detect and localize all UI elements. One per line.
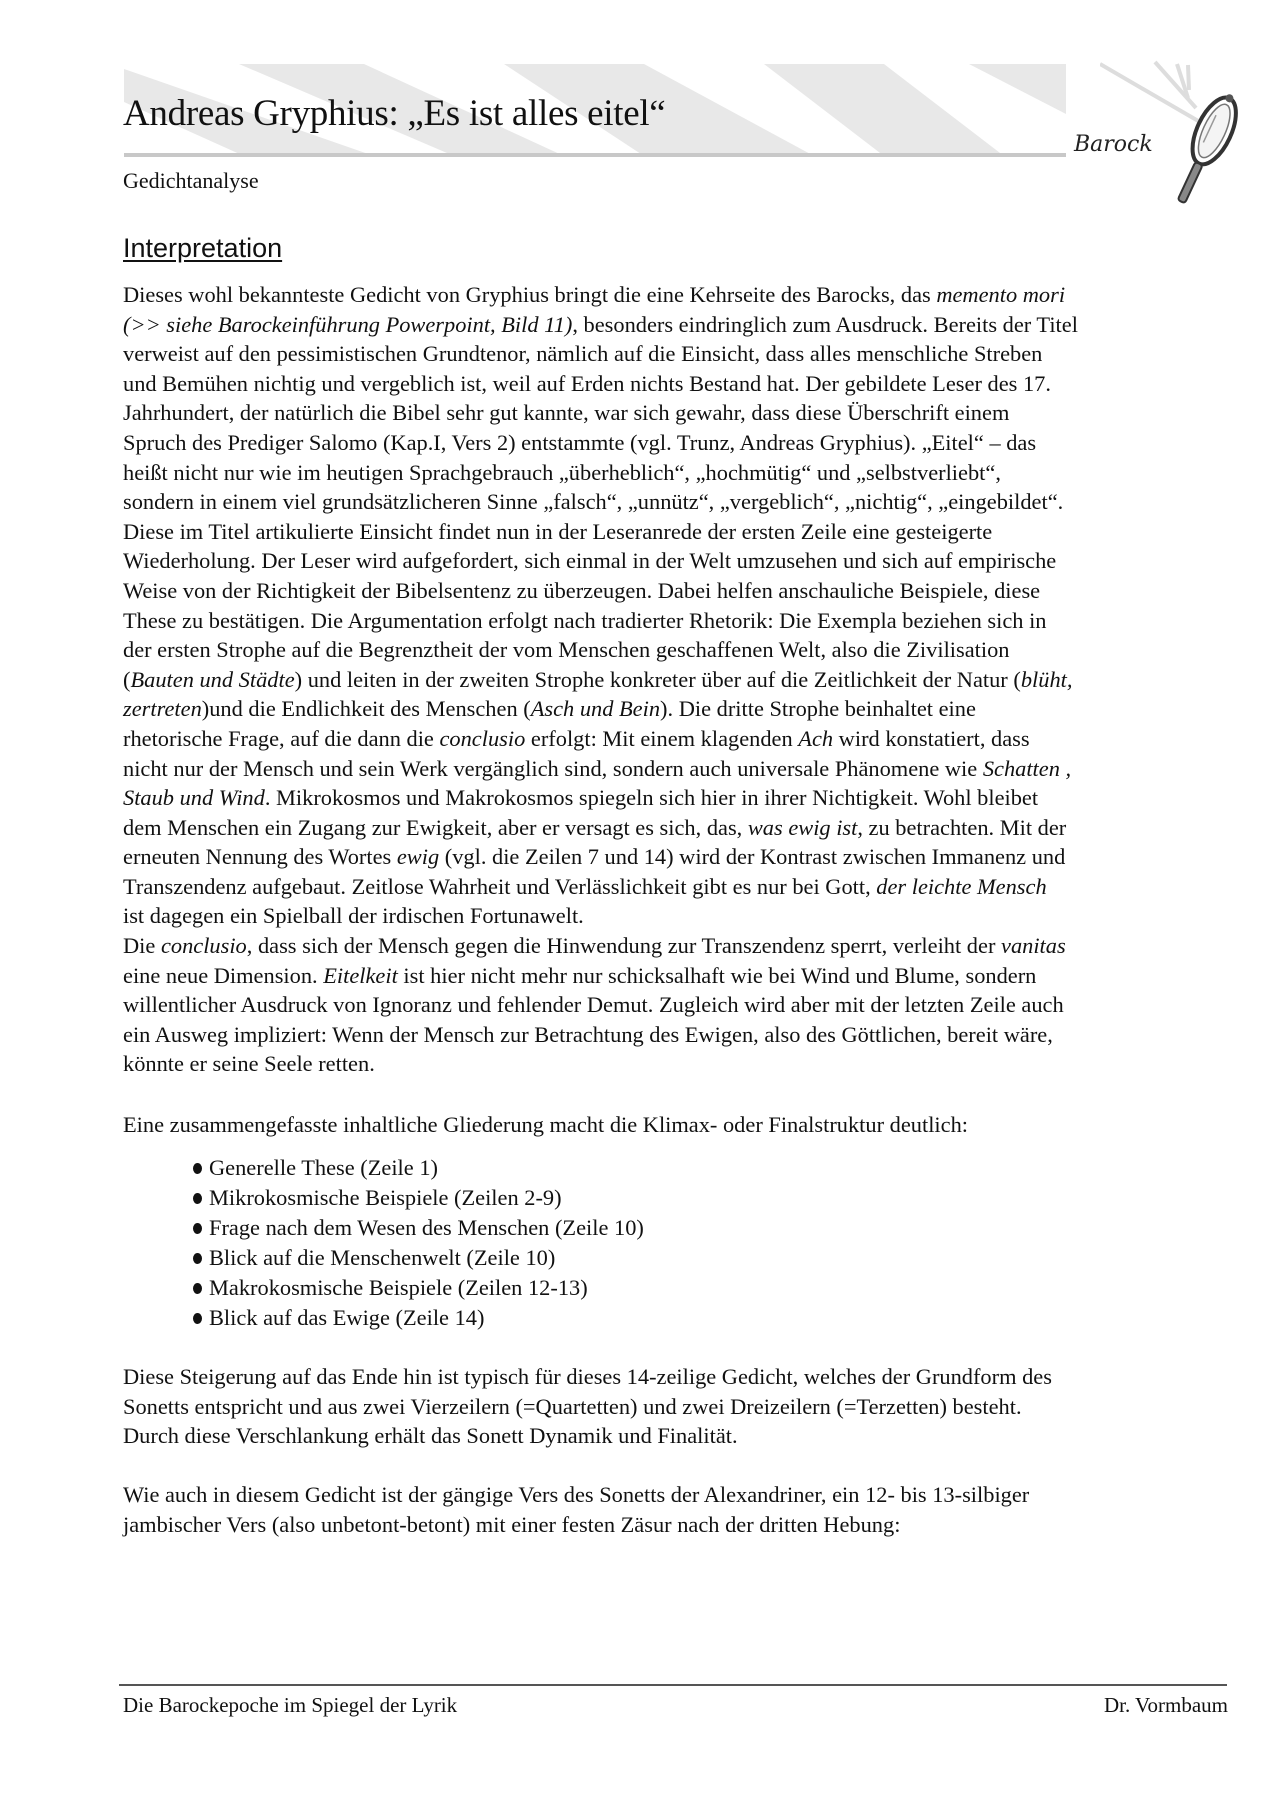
list-item-label: Blick auf die Menschenwelt (Zeile 10) bbox=[209, 1245, 556, 1270]
italic-text-run: zertreten bbox=[123, 696, 202, 722]
text-run: ) und leiten in der zweiten Strophe konkreter über auf die Zeitlichkeit der Natur ( bbox=[294, 666, 1021, 692]
italic-text-run: Schatten , bbox=[982, 755, 1072, 781]
text-run: , besonders eindringlich zum Ausdruck. Bereits der Titel bbox=[572, 311, 1078, 337]
text-line bbox=[123, 990, 1078, 1020]
footer-title: Die Barockepoche im Spiegel der Lyrik bbox=[123, 1693, 458, 1717]
list-item-label: Frage nach dem Wesen des Menschen (Zeile 10) bbox=[209, 1215, 644, 1240]
list-item-label: Makrokosmische Beispiele (Zeilen 12-13) bbox=[209, 1275, 588, 1300]
text-run: Transzendenz aufgebaut. Zeitlose Wahrheit und Verlässlichkeit gibt es nur bei Gott, bbox=[123, 873, 877, 899]
text-line bbox=[123, 517, 1078, 547]
text-run: ist dagegen ein Spielball der irdischen Fortunawelt. bbox=[123, 903, 584, 929]
text-run: . Mikrokosmos und Makrokosmos spiegeln sich hier in ihrer Nichtigkeit. Wohl bleibet bbox=[264, 785, 1039, 811]
text-line bbox=[123, 280, 1078, 310]
text-run: )und die Endlichkeit des Menschen ( bbox=[201, 696, 531, 722]
interpretation-paragraph bbox=[123, 280, 1078, 1079]
text-run: heißt nicht nur wie im heutigen Sprachgebrauch „überheblich“, „hochmütig“ und „selbstverliebt“, bbox=[123, 459, 1001, 485]
text-run: und Bemühen nichtig und vergeblich ist, weil auf Erden nichts Bestand hat. Der gebildete Leser des 17. bbox=[123, 370, 1051, 396]
text-run: ( bbox=[123, 666, 131, 692]
text-line bbox=[123, 1480, 1029, 1510]
text-line bbox=[123, 546, 1078, 576]
structure-list bbox=[193, 1153, 644, 1333]
header-rule bbox=[124, 153, 1066, 157]
italic-text-run: der leichte Mensch bbox=[876, 873, 1047, 899]
italic-text-run: Ach bbox=[798, 725, 834, 751]
text-line bbox=[123, 1362, 1052, 1392]
list-item bbox=[193, 1243, 644, 1273]
text-line bbox=[123, 724, 1078, 754]
italic-text-run: blüht, bbox=[1020, 666, 1073, 692]
footer-rule bbox=[119, 1684, 1227, 1686]
italic-text-run: ewig bbox=[396, 844, 440, 870]
italic-text-run: memento mori bbox=[936, 282, 1066, 307]
italic-text-run: vanitas bbox=[1001, 933, 1066, 959]
text-line bbox=[123, 961, 1078, 991]
text-run: willentlicher Ausdruck von Ignoranz und fehlender Demut. Zugleich wird aber mit der letzten Zeile auch bbox=[123, 992, 1064, 1018]
text-run: Durch diese Verschlankung erhält das Sonett Dynamik und Finalität. bbox=[123, 1423, 738, 1449]
alexandrine-paragraph bbox=[123, 1480, 1029, 1539]
text-run: dem Menschen ein Zugang zur Ewigkeit, aber er versagt es sich, das, bbox=[123, 814, 748, 840]
footer-author: Dr. Vormbaum bbox=[1103, 1693, 1228, 1717]
page-title: Andreas Gryphius: „Es ist alles eitel“ bbox=[123, 93, 666, 134]
text-run: Wiederholung. Der Leser wird aufgefordert, sich einmal in der Welt umzusehen und sich auf empirische bbox=[123, 548, 1057, 574]
text-line bbox=[123, 1020, 1078, 1050]
text-run: , zu betrachten. Mit der bbox=[857, 814, 1067, 840]
bullet-icon bbox=[193, 1223, 202, 1234]
italic-text-run: Asch und Bein bbox=[530, 696, 661, 722]
text-run: ein Ausweg impliziert: Wenn der Mensch zur Betrachtung des Ewigen, also des Göttlichen, bereit wäre, bbox=[123, 1021, 1053, 1047]
text-run: Dieses wohl bekannteste Gedicht von Gryphius bringt die eine Kehrseite des Barocks, das bbox=[123, 282, 937, 307]
hand-mirror-icon bbox=[1100, 60, 1250, 215]
text-line bbox=[123, 428, 1078, 458]
list-item-label: Blick auf das Ewige (Zeile 14) bbox=[209, 1305, 485, 1330]
text-run: These zu bestätigen. Die Argumentation erfolgt nach tradierter Rhetorik: Die Exempla beziehen sich in bbox=[123, 607, 1047, 633]
list-item bbox=[193, 1183, 644, 1213]
italic-text-run: conclusio bbox=[439, 725, 526, 751]
text-run: erfolgt: Mit einem klagenden bbox=[525, 725, 799, 751]
sonnet-paragraph bbox=[123, 1362, 1052, 1451]
text-line bbox=[123, 1049, 1078, 1079]
text-line bbox=[123, 635, 1078, 665]
text-line bbox=[123, 487, 1078, 517]
text-line bbox=[123, 694, 1078, 724]
text-run: ). Die dritte Strophe beinhaltet eine bbox=[660, 696, 976, 722]
text-run: Die bbox=[123, 933, 161, 959]
list-item bbox=[193, 1213, 644, 1243]
text-line bbox=[123, 813, 1078, 843]
list-item bbox=[193, 1273, 644, 1303]
text-line bbox=[123, 398, 1078, 428]
text-line bbox=[123, 931, 1078, 961]
text-line bbox=[123, 901, 1078, 931]
list-item-label: Mikrokosmische Beispiele (Zeilen 2-9) bbox=[209, 1185, 562, 1210]
bullet-icon bbox=[193, 1313, 202, 1324]
italic-text-run: was ewig ist bbox=[747, 814, 858, 840]
text-line bbox=[123, 576, 1078, 606]
text-run: Diese im Titel artikulierte Einsicht findet nun in der Leseranrede der ersten Zeile eine gesteigerte bbox=[123, 518, 993, 544]
text-line bbox=[123, 458, 1078, 488]
list-item bbox=[193, 1303, 644, 1333]
text-line bbox=[123, 1110, 968, 1140]
text-run: Spruch des Prediger Salomo (Kap.I, Vers 2) entstammte (vgl. Trunz, Andreas Gryphius). „Eitel“ – das bbox=[123, 429, 1037, 455]
text-run: eine neue Dimension. bbox=[123, 962, 324, 988]
italic-text-run: Bauten und Städte bbox=[130, 666, 295, 692]
section-heading: Interpretation bbox=[123, 233, 283, 263]
text-line bbox=[123, 842, 1078, 872]
structure-intro-paragraph bbox=[123, 1110, 968, 1140]
text-run: Weise von der Richtigkeit der Bibelsentenz zu überzeugen. Dabei helfen anschauliche Beispiele, diese bbox=[123, 577, 1041, 603]
italic-text-run: conclusio bbox=[160, 933, 247, 959]
italic-text-run: Staub und Wind bbox=[123, 785, 265, 811]
text-run: sondern in einem viel grundsätzlicheren Sinne „falsch“, „unnütz“, „vergeblich“, „nichtig“, „eingebildet“. bbox=[123, 489, 1064, 515]
bullet-icon bbox=[193, 1193, 202, 1204]
italic-text-run: (>> siehe Barockeinführung Powerpoint, Bild 11) bbox=[123, 311, 573, 337]
text-line bbox=[123, 872, 1078, 902]
text-run: könnte er seine Seele retten. bbox=[123, 1051, 375, 1077]
text-line bbox=[123, 606, 1078, 636]
text-run: Eine zusammengefasste inhaltliche Gliederung macht die Klimax- oder Finalstruktur deutlich: bbox=[123, 1112, 968, 1137]
text-run: der ersten Strophe auf die Begrenztheit der vom Menschen geschaffenen Welt, also die Zivilisation bbox=[123, 637, 1010, 663]
text-line bbox=[123, 369, 1078, 399]
text-run: Jahrhundert, der natürlich die Bibel sehr gut kannte, war sich gewahr, dass diese Überschrift einem bbox=[123, 400, 1010, 426]
text-run: Wie auch in diesem Gedicht ist der gängige Vers des Sonetts der Alexandriner, ein 12- bis 13-silbiger bbox=[123, 1482, 1030, 1507]
text-line bbox=[123, 1392, 1052, 1422]
text-line bbox=[123, 783, 1078, 813]
text-run: erneuten Nennung des Wortes bbox=[123, 844, 397, 870]
text-line bbox=[123, 754, 1078, 784]
text-run: rhetorische Frage, auf die dann die bbox=[123, 725, 440, 751]
bullet-icon bbox=[193, 1283, 202, 1294]
barock-logo-label: Barock bbox=[1074, 132, 1153, 157]
text-run: nicht nur der Mensch und sein Werk vergänglich sind, sondern auch universale Phänomene wie bbox=[123, 755, 983, 781]
text-run: Sonetts entspricht und aus zwei Vierzeilern (=Quartetten) und zwei Dreizeilern (=Terzetten) besteht. bbox=[123, 1393, 1022, 1419]
text-run: (vgl. die Zeilen 7 und 14) wird der Kontrast zwischen Immanenz und bbox=[439, 844, 1066, 870]
bullet-icon bbox=[193, 1163, 202, 1174]
text-run: verweist auf den pessimistischen Grundtenor, nämlich auf die Einsicht, dass alles menschliche Streben bbox=[123, 341, 1043, 367]
list-item-label: Generelle These (Zeile 1) bbox=[209, 1155, 438, 1180]
list-item bbox=[193, 1153, 644, 1183]
text-line bbox=[123, 1510, 1029, 1540]
text-line bbox=[123, 339, 1078, 369]
text-run: Diese Steigerung auf das Ende hin ist typisch für dieses 14-zeilige Gedicht, welches der Grundform des bbox=[123, 1364, 1052, 1389]
text-run: wird konstatiert, dass bbox=[833, 725, 1030, 751]
text-run: , dass sich der Mensch gegen die Hinwendung zur Transzendenz sperrt, verleiht der bbox=[246, 933, 1001, 959]
text-run: ist hier nicht mehr nur schicksalhaft wie bei Wind und Blume, sondern bbox=[397, 962, 1037, 988]
page-subtitle: Gedichtanalyse bbox=[123, 168, 259, 193]
text-line bbox=[123, 665, 1078, 695]
italic-text-run: Eitelkeit bbox=[323, 962, 398, 988]
text-line bbox=[123, 310, 1078, 340]
text-run: jambischer Vers (also unbetont-betont) mit einer festen Zäsur nach der dritten Hebung: bbox=[123, 1511, 901, 1537]
text-line bbox=[123, 1421, 1052, 1451]
bullet-icon bbox=[193, 1253, 202, 1264]
